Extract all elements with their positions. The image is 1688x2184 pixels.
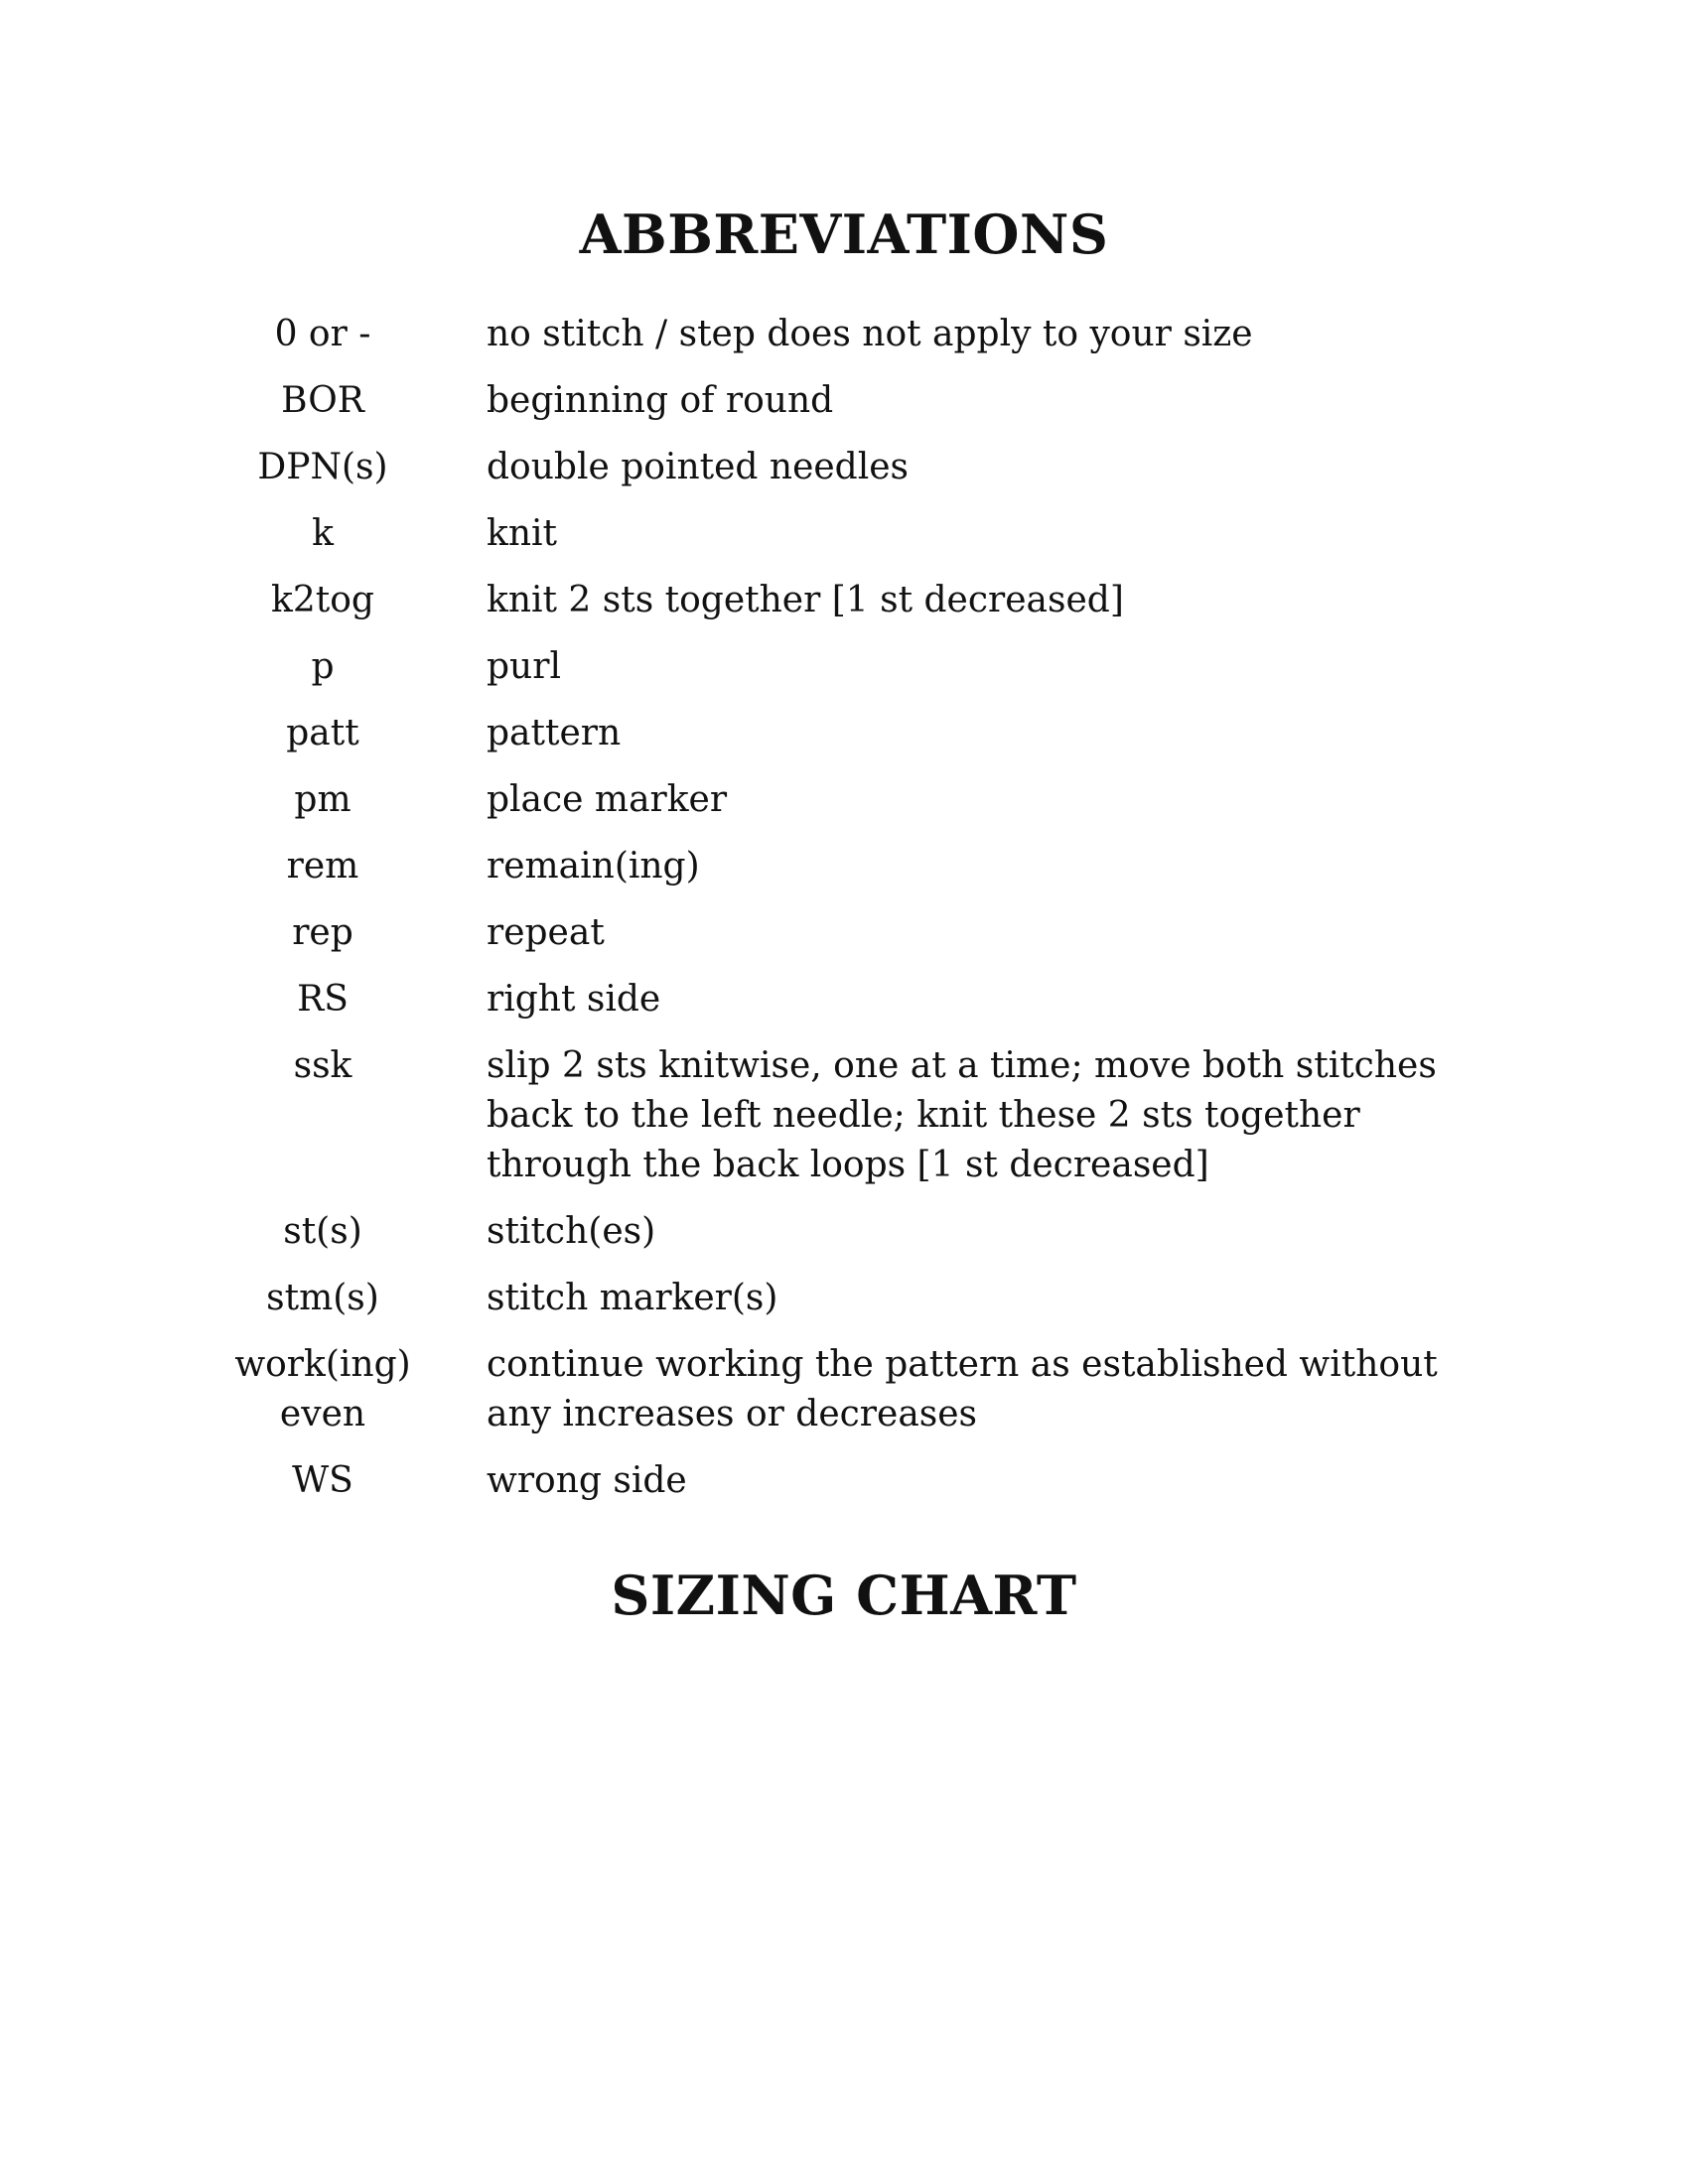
abbreviation-definition: [487, 443, 1460, 492]
abbreviation-definition-line: pattern: [487, 713, 622, 753]
abbreviation-definition-line: knit 2 sts together [1 st decreased]: [487, 580, 1124, 620]
abbreviation-term: [159, 642, 487, 692]
sizing-chart-heading: SIZING CHART: [611, 1564, 1077, 1627]
abbreviation-term-line: k2tog: [271, 580, 374, 620]
abbreviation-definition: [487, 1456, 1460, 1506]
abbreviation-definition-line: through the back loops [1 st decreased]: [487, 1145, 1209, 1185]
abbreviation-term-line: DPN(s): [257, 447, 388, 487]
abbreviation-row: [0, 310, 1688, 359]
abbreviation-definition: [487, 642, 1460, 692]
abbreviation-row: [0, 709, 1688, 758]
abbreviation-definition-line: back to the left needle; knit these 2 sts together: [487, 1095, 1360, 1136]
abbreviation-definition: [487, 908, 1460, 958]
abbreviation-definition-line: continue working the pattern as established without: [487, 1344, 1438, 1385]
abbreviation-term-line: stm(s): [266, 1278, 379, 1318]
abbreviation-definition: [487, 775, 1460, 825]
abbreviation-definition-line: beginning of round: [487, 380, 834, 421]
abbreviation-row: [0, 775, 1688, 825]
abbreviation-row: [0, 1340, 1688, 1439]
abbreviation-term: [159, 1340, 487, 1439]
abbreviation-term-line: st(s): [283, 1211, 362, 1252]
abbreviations-heading: ABBREVIATIONS: [579, 203, 1109, 266]
abbreviation-definition: [487, 509, 1460, 559]
abbreviation-term-line: rep: [292, 912, 353, 953]
abbreviation-definition-line: repeat: [487, 912, 605, 953]
abbreviation-row: [0, 1274, 1688, 1323]
abbreviation-definition-line: double pointed needles: [487, 447, 910, 487]
abbreviation-term: [159, 1456, 487, 1506]
abbreviation-definition: [487, 975, 1460, 1024]
abbreviation-definition-line: purl: [487, 646, 561, 687]
abbreviation-term-line: k: [312, 513, 334, 554]
abbreviation-row: [0, 975, 1688, 1024]
abbreviation-definition-line: remain(ing): [487, 846, 700, 887]
abbreviation-row: [0, 1041, 1688, 1190]
abbreviation-term: [159, 576, 487, 625]
abbreviation-definition-line: wrong side: [487, 1460, 687, 1501]
abbreviation-term: [159, 908, 487, 958]
abbreviation-term-line: BOR: [281, 380, 364, 421]
abbreviation-term-line: RS: [297, 979, 349, 1020]
abbreviation-definition-line: place marker: [487, 779, 728, 820]
abbreviation-row: [0, 576, 1688, 625]
abbreviation-row: [0, 1207, 1688, 1257]
abbreviation-definition-line: right side: [487, 979, 661, 1020]
abbreviation-row: [0, 443, 1688, 492]
abbreviation-definition: [487, 1274, 1460, 1323]
abbreviation-term-line: WS: [292, 1460, 353, 1501]
abbreviation-definition-line: slip 2 sts knitwise, one at a time; move both stitches: [487, 1045, 1437, 1086]
abbreviation-term-line: ssk: [293, 1045, 352, 1086]
abbreviation-row: [0, 509, 1688, 559]
abbreviations-list: [0, 310, 1688, 1523]
abbreviation-definition-line: knit: [487, 513, 557, 554]
abbreviation-term: [159, 709, 487, 758]
abbreviation-row: [0, 1456, 1688, 1506]
abbreviation-term-line: even: [279, 1394, 366, 1434]
abbreviation-definition: [487, 842, 1460, 891]
abbreviation-term: [159, 842, 487, 891]
abbreviation-row: [0, 842, 1688, 891]
abbreviation-definition: [487, 376, 1460, 426]
abbreviation-term: [159, 775, 487, 825]
abbreviation-term-line: patt: [286, 713, 359, 753]
abbreviation-term: [159, 975, 487, 1024]
abbreviation-term: [159, 1274, 487, 1323]
abbreviation-definition: [487, 1041, 1460, 1190]
abbreviation-term-line: 0 or -: [274, 314, 371, 354]
abbreviation-term: [159, 1207, 487, 1257]
abbreviation-term: [159, 376, 487, 426]
abbreviation-term-line: rem: [286, 846, 359, 887]
abbreviation-definition: [487, 310, 1460, 359]
abbreviation-definition: [487, 709, 1460, 758]
abbreviation-term-line: work(ing): [234, 1344, 411, 1385]
abbreviation-row: [0, 376, 1688, 426]
abbreviation-definition: [487, 1340, 1460, 1439]
abbreviation-definition-line: any increases or decreases: [487, 1394, 978, 1434]
abbreviation-definition-line: no stitch / step does not apply to your size: [487, 314, 1253, 354]
abbreviation-term: [159, 443, 487, 492]
abbreviation-term: [159, 310, 487, 359]
abbreviation-row: [0, 908, 1688, 958]
abbreviation-term-line: p: [311, 646, 335, 687]
abbreviation-definition-line: stitch(es): [487, 1211, 656, 1252]
abbreviation-definition-line: stitch marker(s): [487, 1278, 778, 1318]
abbreviation-term: [159, 509, 487, 559]
abbreviation-term: [159, 1041, 487, 1091]
abbreviation-row: [0, 642, 1688, 692]
abbreviation-definition: [487, 1207, 1460, 1257]
abbreviation-definition: [487, 576, 1460, 625]
abbreviation-term-line: pm: [294, 779, 352, 820]
